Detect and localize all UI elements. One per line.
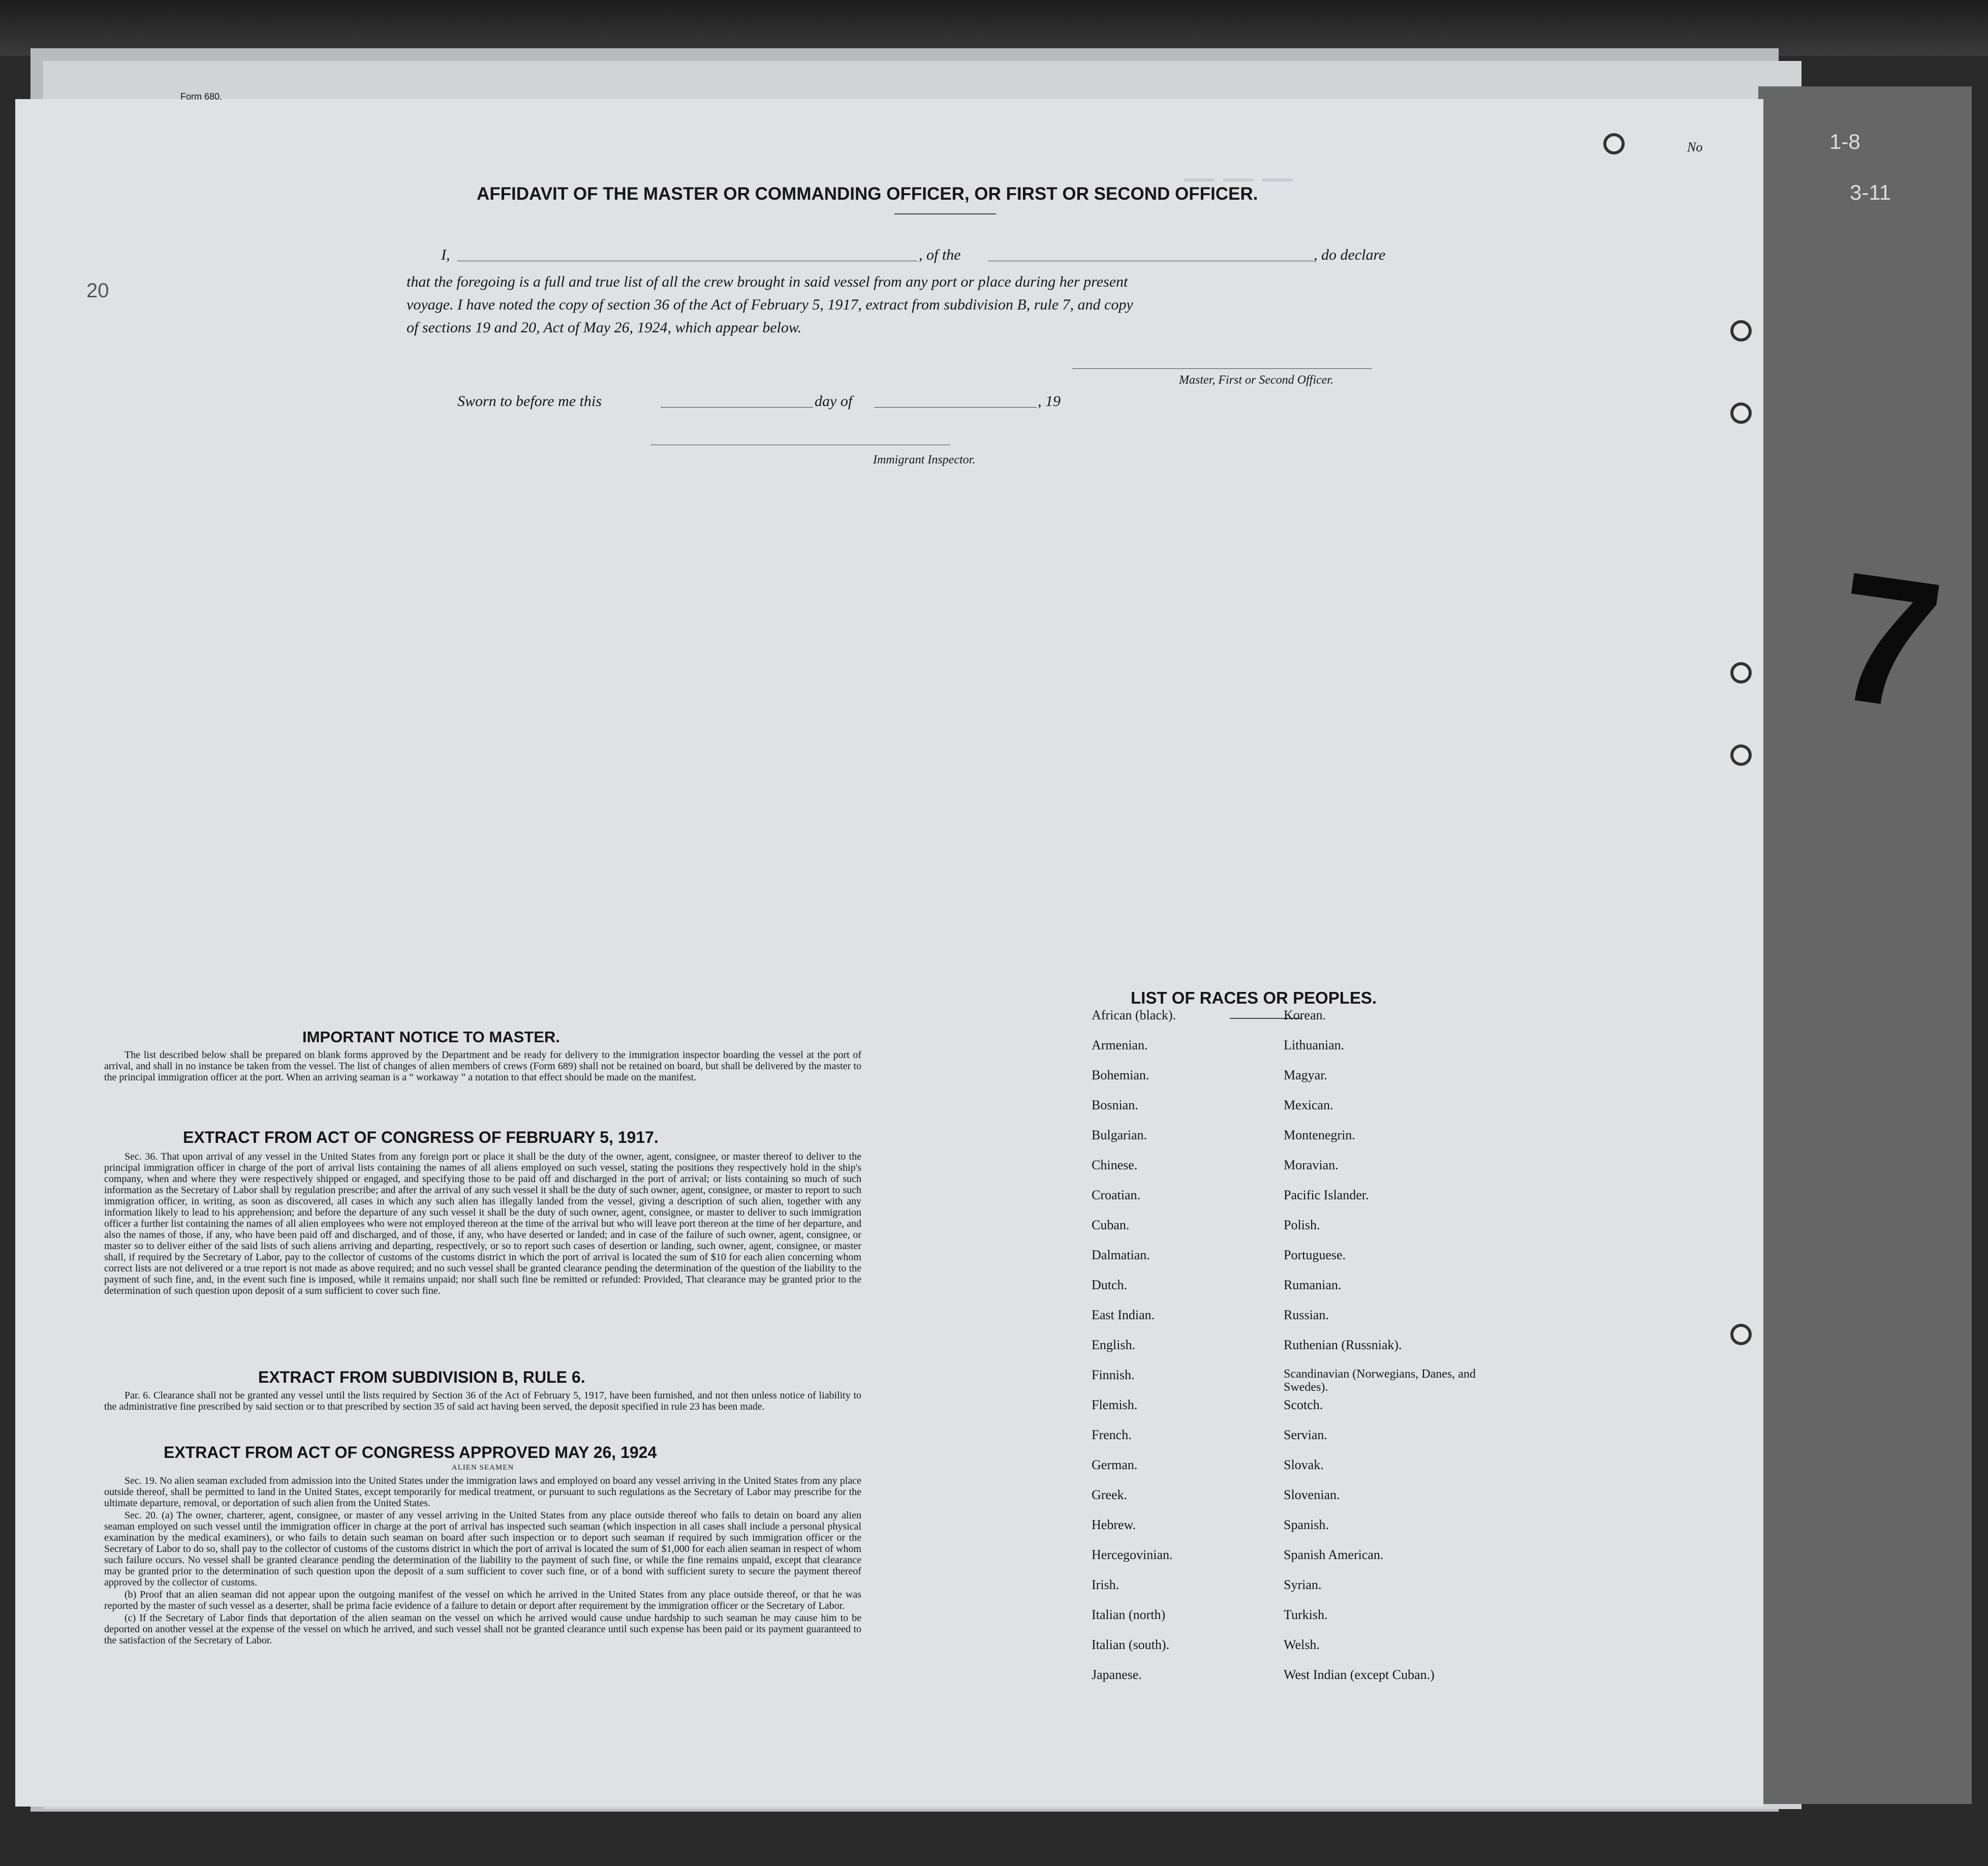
form-number: Form 680.	[180, 91, 223, 102]
race-item: Moravian.	[1284, 1158, 1339, 1172]
affidavit-line1-of-the: , of the	[919, 246, 961, 263]
race-item: East Indian.	[1092, 1308, 1155, 1322]
race-item: Rumanian.	[1284, 1278, 1342, 1292]
race-item: French.	[1092, 1427, 1132, 1442]
race-item: Spanish American.	[1284, 1547, 1384, 1562]
section-20c-paragraph: (c) If the Secretary of Labor finds that deportation of the alien seaman on the vessel on which he arrived would cause undue hardship to such seaman he may cause him to be deported on another vessel at the expense of the vessel on which he arrived, and such vessel shall not be granted clearance until such expense has been paid or its payment guaranteed to the satisfaction of the Secretary of Labor.	[104, 1612, 861, 1646]
race-item: Mexican.	[1284, 1098, 1333, 1112]
race-item: Bulgarian.	[1092, 1128, 1147, 1142]
handwritten-big-seven: 7	[1823, 533, 1953, 750]
race-item: English.	[1092, 1338, 1135, 1352]
extract-1924-title: EXTRACT FROM ACT OF CONGRESS APPROVED MAY 26, 1924	[164, 1443, 657, 1461]
race-item: Greek.	[1092, 1487, 1128, 1502]
extract-1917-title: EXTRACT FROM ACT OF CONGRESS OF FEBRUARY 5, 1917.	[183, 1128, 659, 1146]
race-item: Lithuanian.	[1284, 1038, 1345, 1052]
race-item: Pacific Islander.	[1284, 1188, 1369, 1202]
sworn-day-blank	[661, 407, 813, 408]
race-item: Japanese.	[1092, 1667, 1142, 1682]
scan-right-shadow	[1758, 86, 1972, 1804]
sworn-year: , 19	[1038, 393, 1061, 410]
race-item: Bohemian.	[1092, 1068, 1150, 1082]
race-item: Armenian.	[1092, 1038, 1148, 1052]
race-item: Korean.	[1284, 1008, 1326, 1022]
race-item: Turkish.	[1284, 1607, 1328, 1622]
alien-seamen-subtitle: ALIEN SEAMEN	[451, 1464, 514, 1472]
sworn-prefix: Sworn to before me this	[457, 393, 602, 410]
race-item: Syrian.	[1284, 1577, 1322, 1592]
race-item: Dutch.	[1092, 1278, 1128, 1292]
race-item: Hercegovinian.	[1092, 1547, 1173, 1562]
race-item: Finnish.	[1092, 1367, 1135, 1382]
sworn-day-of: day of	[815, 393, 853, 410]
number-mark: No	[1687, 140, 1703, 154]
master-signature-label: Master, First or Second Officer.	[1179, 374, 1333, 387]
race-item: Chinese.	[1092, 1158, 1138, 1172]
extract-rule6-title: EXTRACT FROM SUBDIVISION B, RULE 6.	[258, 1368, 585, 1386]
race-item: Scandinavian (Norwegians, Danes, and Swedes).	[1284, 1367, 1476, 1394]
rule-6-paragraph: Par. 6. Clearance shall not be granted any vessel until the lists required by Section 36 of the Act of February 5, 1917, have been furnished, and not then unless notice of liability to the administrative fine prescribed by said section or to that prescribed by section 35 of said act having been served, the deposit specified in rule 23 has been made.	[104, 1390, 861, 1412]
section-20b-paragraph: (b) Proof that an alien seaman did not appear upon the outgoing manifest of the vessel on which he arrived in the United States from any place outside thereof, or that he was reported by the master of such vessel as a deserter, shall be prima facie evidence of a failure to detain or deport after requirement by the immigration officer or the Secretary of Labor.	[104, 1589, 861, 1611]
race-item: Ruthenian (Russniak).	[1284, 1338, 1402, 1352]
affidavit-line1-i: I,	[441, 246, 450, 263]
binder-hole	[1603, 133, 1625, 154]
affidavit-line4: of sections 19 and 20, Act of May 26, 1924, which appear below.	[407, 319, 802, 336]
master-signature-line	[1072, 368, 1372, 369]
binder-hole	[1730, 1324, 1752, 1345]
race-item: Spanish.	[1284, 1517, 1329, 1532]
notice-paragraph: The list described below shall be prepared on blank forms approved by the Department and be ready for delivery to the immigration inspector boarding the vessel at the port of arrival, and shall in no instance be taken from the vessel. The list of changes of alien members of crews (Form 689) shall not be retained on board, but shall be delivered by the master to the principal immigration officer at the port. When an arriving seaman is a “ workaway ” a notation to that effect should be made on the manifest.	[104, 1049, 861, 1083]
affidavit-line2: that the foregoing is a full and true list of all the crew brought in said vessel from any port or place during her present	[407, 273, 1128, 290]
binder-hole	[1730, 662, 1752, 683]
section-20a-paragraph: Sec. 20. (a) The owner, charterer, agent, consignee, or master of any vessel arriving in the United States from any place outside thereof who fails to detain on board any alien seaman employed on such vessel until the immigration officer in charge at the port of arrival has inspected such seaman (which inspection in all cases shall include a personal physical examination by the medical examiners), or who fails to detain such seaman on board after such inspection or to deport such seaman if required by such immigration officer or the Secretary of Labor to do so, shall pay to the collector of customs of the customs district in which the port of arrival is located the sum of $1,000 for each alien seaman in respect of whom such failure occurs. No vessel shall be granted clearance pending the determination of the liability to the payment of such fine, or while the fine remains unpaid, except that clearance may be granted prior to the determination of such question upon the deposit of a sum sufficient to cover such fine, or of a bond with sufficient surety to secure the payment thereof approved by the collector of customs.	[104, 1510, 861, 1588]
race-item: Servian.	[1284, 1427, 1327, 1442]
race-item: Italian (north)	[1092, 1607, 1166, 1622]
binder-hole	[1730, 744, 1752, 766]
races-list	[1092, 1008, 1487, 1697]
race-item: Slovak.	[1284, 1457, 1324, 1472]
sworn-month-blank	[874, 407, 1037, 408]
affidavit-line3: voyage. I have noted the copy of section 36 of the Act of February 5, 1917, extract from subdivision B, rule 7, and copy	[407, 296, 1133, 313]
race-item: Croatian.	[1092, 1188, 1141, 1202]
race-item: Flemish.	[1092, 1397, 1138, 1412]
race-item: Irish.	[1092, 1577, 1120, 1592]
race-item: Welsh.	[1284, 1637, 1320, 1652]
race-item: Slovenian.	[1284, 1487, 1340, 1502]
race-item: Polish.	[1284, 1218, 1320, 1232]
race-item: Dalmatian.	[1092, 1248, 1150, 1262]
handwritten-note-2: 3-11	[1850, 180, 1891, 204]
section-36-paragraph: Sec. 36. That upon arrival of any vessel in the United States from any foreign port or place it shall be the duty of the owner, agent, consignee, or master thereof to deliver to the principal immigration officer in charge of the port of arrival lists containing the names of all aliens employed on such vessel, stating the positions they respectively hold in the ship's company, when and where they were respectively shipped or engaged, and specifying those to be paid off and discharged in the port of arrival; or lists containing so much of such information as the Secretary of Labor shall by regulation prescribe; and after the arrival of any such vessel it shall be the duty of such owner, agent, consignee, or master to report to such immigration officer, in writing, as soon as discovered, all cases in which any such alien has illegally landed from the vessel, giving a description of such alien, together with any information likely to lead to his apprehension; and before the departure of any such vessel it shall be the duty of such owner, agent, consignee, or master to deliver to such immigration officer a further list containing the names of all alien employees who were not employed thereon at the time of the arrival but who will leave port thereon at the time of her departure, and also the names of those, if any, who have been paid off and discharged, and of those, if any, who have deserted or landed; and in case of the failure of such owner, agent, consignee, or master so to deliver either of the said lists of such aliens arriving and departing, respectively, or so to report such cases of desertion or landing, such owner, agent, consignee, or master shall, if required by the Secretary of Labor, pay to the collector of customs of the customs district in which the port of arrival is located the sum of $10 for each alien concerning whom correct lists are not delivered or a true report is not made as above required; and no such vessel shall be granted clearance pending the determination of the question of the liability to the payment of such fine, and, in the event such fine is imposed, while it remains unpaid; nor shall such fine be remitted or refunded: Provided, That clearance may be granted prior to the determination of such question upon deposit of a sum sufficient to cover such fine.	[104, 1151, 861, 1296]
extract-1924-text	[104, 1475, 861, 1647]
left-stamp: 20	[86, 279, 109, 302]
races-title: LIST OF RACES OR PEOPLES.	[1131, 988, 1377, 1007]
race-item: Montenegrin.	[1284, 1128, 1355, 1142]
race-item: Russian.	[1284, 1308, 1329, 1322]
binder-hole	[1730, 320, 1752, 341]
extract-rule6-text	[104, 1390, 861, 1413]
binder-hole	[1730, 402, 1752, 424]
section-19-paragraph: Sec. 19. No alien seaman excluded from admission into the United States under the immigration laws and employed on board any vessel arriving in the United States from any place outside thereof, shall be permitted to land in the United States, except temporarily for medical treatment, or pursuant to such regulations as the Secretary of Labor may prescribe for the ultimate departure, removal, or deportation of such alien from the United States.	[104, 1475, 861, 1509]
handwritten-note-1: 1-8	[1829, 130, 1860, 153]
extract-1917-text	[104, 1151, 861, 1297]
race-item: Scotch.	[1284, 1397, 1323, 1412]
race-item: Bosnian.	[1092, 1098, 1138, 1112]
affidavit-title: AFFIDAVIT OF THE MASTER OR COMMANDING OFFICER, OR FIRST OR SECOND OFFICER.	[477, 184, 1258, 204]
race-item: Magyar.	[1284, 1068, 1327, 1082]
race-item: West Indian (except Cuban.)	[1284, 1667, 1435, 1682]
race-item: Hebrew.	[1092, 1517, 1136, 1532]
bleed-through: — — —	[1184, 161, 1293, 195]
race-item: German.	[1092, 1457, 1138, 1472]
notice-title: IMPORTANT NOTICE TO MASTER.	[302, 1028, 560, 1046]
affidavit-line1-do-declare: , do declare	[1314, 246, 1386, 263]
notice-text	[104, 1049, 861, 1084]
inspector-label: Immigrant Inspector.	[873, 453, 976, 466]
race-item: Portuguese.	[1284, 1248, 1346, 1262]
race-item: Cuban.	[1092, 1218, 1130, 1232]
race-item: African (black).	[1092, 1008, 1176, 1022]
race-item: Italian (south).	[1092, 1637, 1170, 1652]
scan-top-edge	[0, 0, 1988, 56]
affidavit-title-underline	[894, 213, 996, 214]
